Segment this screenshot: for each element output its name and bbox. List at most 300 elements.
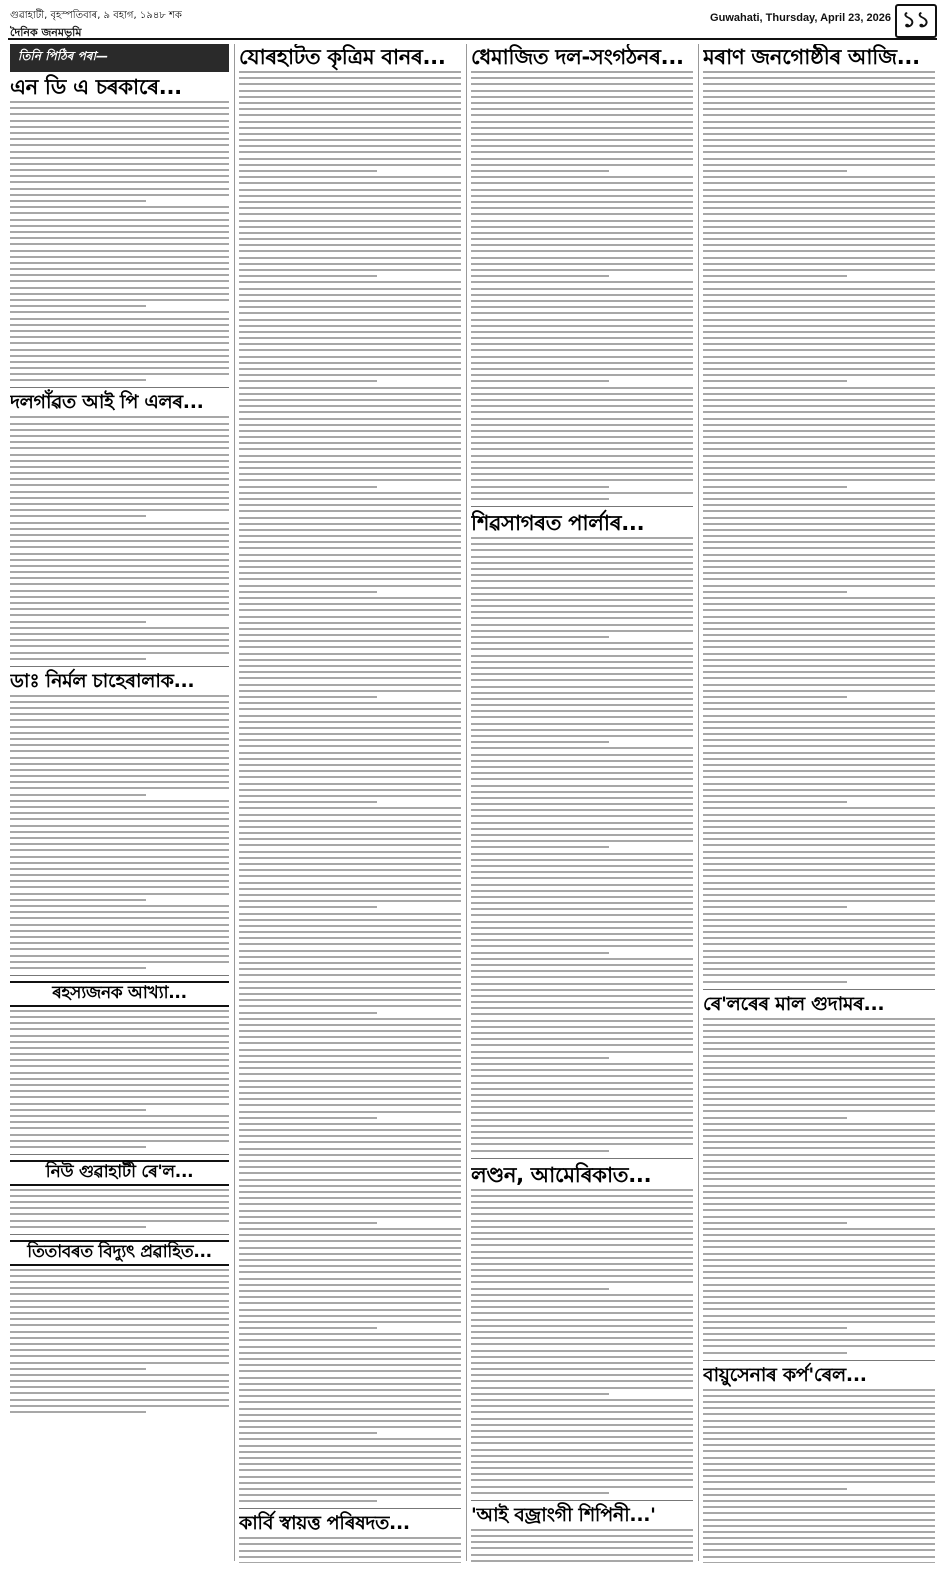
text-line	[239, 535, 461, 537]
article-headline: ৰে'লৰেৰ মাল গুদামৰ...	[703, 992, 885, 1015]
article-body	[703, 71, 935, 983]
text-line	[471, 840, 693, 842]
text-line	[10, 794, 146, 796]
text-line	[239, 1216, 461, 1218]
text-line	[703, 1519, 935, 1521]
text-line	[703, 739, 935, 741]
text-line	[239, 393, 461, 395]
text-line	[703, 1191, 935, 1193]
text-line	[239, 498, 461, 500]
article-body	[471, 537, 693, 1152]
text-line	[239, 418, 461, 420]
text-line	[703, 1117, 847, 1119]
text-line	[703, 1234, 935, 1236]
text-line	[471, 436, 693, 438]
text-line	[10, 1016, 229, 1018]
text-line	[239, 207, 461, 209]
text-line	[239, 882, 461, 884]
text-line	[703, 121, 935, 123]
text-line	[471, 1082, 693, 1084]
text-line	[10, 515, 146, 517]
text-line	[10, 206, 229, 208]
text-line	[10, 175, 229, 177]
text-line	[10, 1380, 229, 1382]
text-line	[10, 775, 229, 777]
text-line	[471, 269, 693, 271]
text-line	[10, 1041, 229, 1043]
text-line	[471, 630, 693, 632]
text-line	[471, 710, 693, 712]
text-line	[703, 430, 935, 432]
text-line	[10, 1306, 229, 1308]
text-line	[10, 627, 229, 629]
text-line	[10, 503, 229, 505]
text-line	[703, 523, 935, 525]
text-line	[239, 127, 461, 129]
text-line	[471, 331, 693, 333]
text-line	[471, 747, 693, 749]
article-body	[239, 1537, 461, 1563]
text-line	[10, 1065, 229, 1067]
text-line	[10, 1134, 229, 1136]
text-line	[10, 274, 229, 276]
text-line	[703, 182, 935, 184]
column-separator	[234, 44, 235, 1561]
text-line	[10, 1281, 229, 1283]
text-line	[703, 1401, 935, 1403]
text-line	[239, 1036, 461, 1038]
text-line	[239, 826, 461, 828]
text-line	[471, 127, 693, 129]
text-line	[703, 1475, 935, 1477]
text-line	[703, 1178, 935, 1180]
text-line	[471, 1088, 693, 1090]
text-line	[10, 1201, 229, 1203]
article-headline: বায়ুসেনাৰ কৰ্প'ৰেল...	[703, 1363, 867, 1386]
text-line	[471, 1312, 693, 1314]
text-line	[703, 1556, 935, 1558]
text-line	[239, 368, 461, 370]
text-line	[239, 195, 461, 197]
text-line	[471, 624, 693, 626]
text-line	[703, 77, 935, 79]
text-line	[471, 785, 693, 787]
text-line	[703, 851, 935, 853]
text-line	[703, 1271, 935, 1273]
text-line	[10, 825, 229, 827]
text-line	[703, 715, 935, 717]
text-line	[239, 1395, 461, 1397]
text-line	[10, 509, 229, 511]
text-line	[239, 1166, 461, 1168]
text-line	[471, 182, 693, 184]
text-line	[239, 1253, 461, 1255]
text-line	[239, 164, 461, 166]
text-line	[471, 1263, 693, 1265]
text-line	[471, 1479, 693, 1481]
text-line	[471, 411, 693, 413]
text-line	[471, 220, 693, 222]
text-line	[471, 667, 693, 669]
text-line	[471, 387, 693, 389]
text-line	[239, 789, 461, 791]
text-line	[471, 121, 693, 123]
text-line	[703, 510, 935, 512]
text-line	[471, 933, 693, 935]
text-line	[10, 441, 229, 443]
text-line	[239, 455, 461, 457]
text-line	[703, 671, 935, 673]
text-line	[239, 294, 461, 296]
text-line	[471, 1094, 693, 1096]
text-line	[10, 293, 229, 295]
text-line	[703, 677, 935, 679]
text-line	[239, 1179, 461, 1181]
text-line	[10, 1072, 229, 1074]
text-line	[471, 281, 693, 283]
text-line	[471, 1547, 693, 1549]
text-line	[703, 535, 935, 537]
article-headline: কাৰ্বি স্বায়ত্ত পৰিষদত...	[239, 1512, 410, 1535]
text-line	[239, 1265, 461, 1267]
text-line	[471, 232, 693, 234]
text-line	[10, 138, 229, 140]
text-line	[239, 919, 461, 921]
text-line	[471, 1232, 693, 1234]
text-line	[10, 1331, 229, 1333]
text-line	[239, 616, 461, 618]
text-line	[703, 1042, 935, 1044]
text-line	[239, 411, 461, 413]
text-line	[10, 299, 229, 301]
text-line	[239, 436, 461, 438]
text-line	[471, 679, 693, 681]
text-line	[239, 690, 461, 692]
text-line	[10, 1090, 229, 1092]
text-line	[703, 1352, 847, 1354]
article-body	[703, 1389, 935, 1563]
article-headline: নিউ গুৱাহাটী ৰে'ল...	[10, 1160, 229, 1186]
text-line	[10, 726, 229, 728]
text-line	[239, 745, 461, 747]
text-line	[471, 1051, 693, 1053]
text-line	[703, 312, 935, 314]
text-line	[703, 170, 847, 172]
text-line	[703, 1537, 935, 1539]
text-line	[703, 1222, 847, 1224]
text-line	[471, 661, 693, 663]
text-line	[239, 1333, 461, 1335]
text-line	[239, 374, 461, 376]
text-line	[471, 90, 693, 92]
text-line	[471, 294, 693, 296]
text-line	[10, 1207, 229, 1209]
text-line	[10, 212, 229, 214]
text-line	[10, 336, 229, 338]
text-line	[10, 188, 229, 190]
text-line	[10, 367, 229, 369]
text-line	[10, 1127, 229, 1129]
text-line	[471, 1131, 693, 1133]
text-line	[10, 1035, 229, 1037]
text-line	[239, 1377, 461, 1379]
text-line	[471, 593, 693, 595]
text-line	[703, 869, 935, 871]
article	[703, 1360, 935, 1563]
text-line	[471, 343, 693, 345]
text-line	[703, 300, 935, 302]
article	[10, 387, 229, 659]
text-line	[239, 424, 461, 426]
text-line	[239, 331, 461, 333]
text-line	[471, 238, 693, 240]
text-line	[703, 566, 935, 568]
text-line	[471, 1343, 693, 1345]
text-line	[471, 952, 609, 954]
text-line	[703, 269, 935, 271]
text-line	[239, 1080, 461, 1082]
text-line	[471, 1387, 693, 1389]
text-line	[10, 342, 229, 344]
text-line	[703, 1284, 935, 1286]
text-line	[703, 473, 935, 475]
text-line	[471, 729, 693, 731]
article-divider	[10, 975, 229, 976]
text-line	[471, 486, 609, 488]
text-line	[703, 1265, 935, 1267]
text-line	[471, 605, 693, 607]
text-line	[703, 1246, 935, 1248]
column-3	[471, 44, 693, 1563]
text-line	[471, 1112, 693, 1114]
text-line	[471, 374, 693, 376]
text-line	[471, 791, 693, 793]
article	[10, 975, 229, 1148]
text-line	[10, 373, 229, 375]
text-line	[471, 1300, 693, 1302]
text-line	[471, 686, 693, 688]
text-line	[471, 1492, 609, 1494]
text-line	[471, 803, 693, 805]
text-line	[471, 467, 693, 469]
text-line	[703, 529, 935, 531]
text-line	[703, 1531, 935, 1533]
text-line	[239, 1358, 461, 1360]
text-line	[471, 766, 693, 768]
text-line	[10, 732, 229, 734]
text-line	[703, 727, 935, 729]
article	[703, 989, 935, 1354]
text-line	[239, 1476, 461, 1478]
text-line	[10, 219, 229, 221]
text-line	[239, 671, 461, 673]
text-line	[10, 169, 229, 171]
text-line	[703, 634, 935, 636]
text-line	[239, 820, 461, 822]
text-line	[239, 1111, 461, 1113]
article	[10, 1234, 229, 1413]
text-line	[703, 1185, 935, 1187]
text-line	[239, 1191, 461, 1193]
text-line	[471, 1430, 693, 1432]
text-line	[471, 859, 693, 861]
text-line	[239, 628, 461, 630]
text-line	[10, 1287, 229, 1289]
text-line	[239, 1352, 461, 1354]
text-line	[471, 1374, 693, 1376]
article-headline: ডাঃ নিৰ্মল চাহেৰালাক...	[10, 669, 195, 692]
text-line	[10, 1115, 229, 1117]
text-line	[239, 1420, 461, 1422]
text-line	[239, 288, 461, 290]
text-line	[239, 405, 461, 407]
text-line	[239, 1018, 461, 1020]
text-line	[703, 325, 935, 327]
text-line	[10, 528, 229, 530]
article-headline: লণ্ডন, আমেৰিকাত...	[471, 1162, 652, 1187]
text-line	[239, 913, 461, 915]
article-headline: এন ডি এ চৰকাৰে...	[10, 75, 182, 99]
text-line	[471, 1455, 693, 1457]
text-line	[239, 473, 461, 475]
text-line	[239, 319, 461, 321]
text-line	[703, 306, 935, 308]
text-line	[703, 405, 935, 407]
text-line	[471, 983, 693, 985]
text-line	[703, 919, 935, 921]
column-separator	[698, 44, 699, 1561]
text-line	[10, 905, 229, 907]
text-line	[703, 1413, 935, 1415]
text-line	[471, 865, 693, 867]
text-line	[10, 1399, 229, 1401]
text-line	[10, 181, 229, 183]
text-line	[471, 1486, 693, 1488]
text-line	[703, 424, 935, 426]
column-2	[239, 44, 461, 1563]
text-line	[703, 448, 935, 450]
text-line	[239, 213, 461, 215]
article-divider	[10, 387, 229, 388]
text-line	[471, 587, 693, 589]
text-line	[239, 1073, 461, 1075]
text-line	[471, 822, 693, 824]
text-line	[10, 379, 146, 381]
text-line	[239, 1141, 461, 1143]
text-line	[10, 856, 229, 858]
text-line	[703, 1308, 935, 1310]
text-line	[471, 995, 693, 997]
text-line	[703, 114, 935, 116]
text-line	[471, 927, 693, 929]
article	[10, 1154, 229, 1228]
text-line	[239, 869, 461, 871]
text-line	[10, 917, 229, 919]
text-line	[703, 517, 935, 519]
text-line	[10, 553, 229, 555]
text-line	[10, 1368, 146, 1370]
text-line	[703, 875, 935, 877]
text-line	[10, 862, 229, 864]
text-line	[703, 479, 935, 481]
text-line	[703, 486, 847, 488]
text-line	[703, 1228, 935, 1230]
text-line	[471, 1195, 693, 1197]
article	[471, 506, 693, 1152]
text-line	[239, 801, 377, 803]
text-line	[239, 325, 461, 327]
text-line	[471, 1418, 693, 1420]
text-line	[10, 126, 229, 128]
article-divider	[703, 989, 935, 990]
article-body	[471, 1189, 693, 1494]
text-line	[10, 880, 229, 882]
text-line	[10, 491, 229, 493]
text-line	[10, 812, 229, 814]
text-line	[703, 461, 935, 463]
text-line	[471, 170, 609, 172]
text-line	[10, 423, 229, 425]
text-line	[239, 1537, 461, 1539]
text-line	[703, 1426, 935, 1428]
text-line	[471, 1467, 693, 1469]
text-line	[239, 1414, 461, 1416]
text-line	[703, 467, 935, 469]
text-line	[10, 318, 229, 320]
text-line	[239, 702, 461, 704]
text-line	[703, 622, 935, 624]
article-body	[703, 1018, 935, 1354]
text-line	[239, 102, 461, 104]
text-line	[471, 257, 693, 259]
text-line	[703, 962, 935, 964]
text-line	[471, 145, 693, 147]
article	[703, 46, 935, 983]
text-line	[703, 956, 935, 958]
article-divider	[239, 1508, 461, 1509]
text-line	[239, 547, 461, 549]
text-line	[703, 213, 935, 215]
text-line	[471, 1362, 693, 1364]
text-line	[471, 300, 693, 302]
text-line	[703, 764, 935, 766]
text-line	[10, 868, 229, 870]
text-line	[471, 1554, 693, 1556]
text-line	[471, 611, 693, 613]
text-line	[239, 448, 461, 450]
text-line	[703, 281, 935, 283]
text-line	[239, 888, 461, 890]
text-line	[471, 1007, 693, 1009]
text-line	[10, 899, 146, 901]
text-line	[703, 374, 935, 376]
text-line	[239, 653, 461, 655]
article	[239, 46, 461, 1502]
text-line	[703, 442, 935, 444]
text-line	[471, 479, 693, 481]
text-line	[239, 176, 461, 178]
text-line	[703, 1166, 935, 1168]
text-line	[239, 857, 461, 859]
text-line	[239, 1123, 461, 1125]
text-line	[239, 356, 461, 358]
text-line	[239, 956, 461, 958]
text-line	[10, 633, 229, 635]
text-line	[471, 1044, 693, 1046]
text-line	[703, 591, 847, 593]
article-headline: মৰাণ জনগোষ্ঠীৰ আজি...	[703, 45, 920, 69]
text-line	[703, 801, 847, 803]
